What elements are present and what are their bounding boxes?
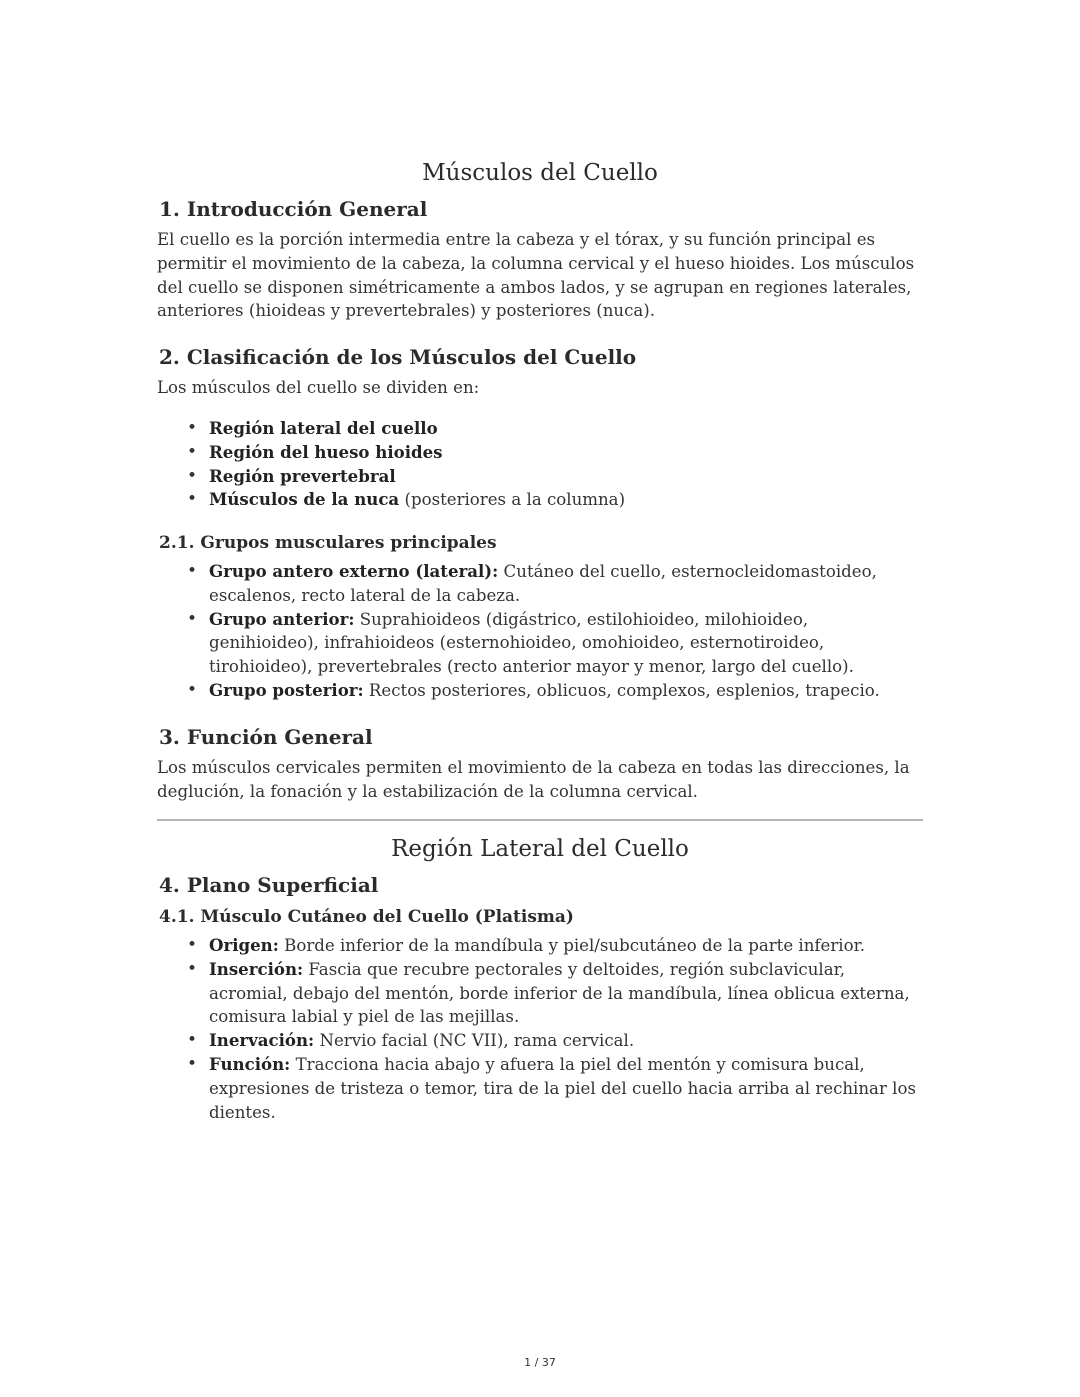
- list-item: [209, 608, 923, 679]
- intro-paragraph: El cuello es la porción intermedia entre la cabeza y el tórax, y su función principal es permitir el movimiento de la cabeza, la columna cervical y el hueso hioides. Los músculos del cuello se disponen simétricamente a ambos lados, y se agrupan en regiones laterales, anteriores (hioideas y prevertebrales) y posteriores (nuca).: [157, 230, 915, 321]
- list-item: [209, 488, 923, 512]
- list-item: [209, 1053, 923, 1124]
- platisma-list: [157, 934, 923, 1124]
- intro-heading: 1. Introducción General: [159, 197, 428, 221]
- groups-heading: 2.1. Grupos musculares principales: [159, 533, 497, 553]
- list-item-text: Tracciona hacia abajo y afuera la piel del mentón y comisura bucal, expresiones de tristeza o temor, tira de la piel del cuello hacia arriba al rechinar los dientes.: [209, 1054, 916, 1122]
- list-item: [209, 441, 923, 465]
- list-item: [209, 465, 923, 489]
- page-indicator: 1 / 37: [524, 1356, 556, 1369]
- list-item: [209, 679, 923, 703]
- list-item-label: Músculos de la nuca: [209, 489, 400, 510]
- list-item-text: Fascia que recubre pectorales y deltoides, región subclavicular, acromial, debajo del mentón, borde inferior de la mandíbula, línea oblicua externa, comisura labial y piel de las mejillas.: [209, 959, 910, 1027]
- classification-intro: Los músculos del cuello se dividen en:: [157, 378, 480, 397]
- list-item: [209, 934, 923, 958]
- list-item-label: Origen:: [209, 935, 279, 955]
- list-item-text: Rectos posteriores, oblicuos, complexos, esplenios, trapecio.: [363, 680, 880, 700]
- list-item-label: Región lateral del cuello: [209, 418, 438, 438]
- list-item-label: Inserción:: [209, 958, 304, 979]
- list-item-label: Grupo posterior:: [209, 679, 364, 700]
- list-item-text: (posteriores a la columna): [399, 490, 626, 510]
- list-item-text: Suprahioideos (digástrico, estilohioideo, milohioideo, genihioideo), infrahioideos (esternohioideo, omohioideo, esternotiroideo, tirohioideo), prevertebrales (recto anterior mayor y menor, largo del cuello).: [209, 609, 854, 677]
- groups-list: [157, 560, 923, 703]
- list-item-text: Borde inferior de la mandíbula y piel/subcutáneo de la parte inferior.: [278, 936, 865, 955]
- region-title: Región Lateral del Cuello: [391, 836, 689, 862]
- list-item-label: Función:: [209, 1053, 291, 1074]
- function-paragraph: Los músculos cervicales permiten el movimiento de la cabeza en todas las direcciones, la deglución, la fonación y la estabilización de la columna cervical.: [157, 758, 910, 801]
- list-item: [209, 1029, 923, 1053]
- list-item: [209, 560, 923, 608]
- list-item-label: Región prevertebral: [209, 465, 396, 486]
- list-item-label: Región del hueso hioides: [209, 441, 443, 462]
- document-title: Músculos del Cuello: [422, 160, 658, 186]
- function-heading: 3. Función General: [159, 725, 373, 749]
- list-item-label: Inervación:: [209, 1030, 315, 1051]
- plano-heading: 4. Plano Superficial: [159, 873, 379, 897]
- list-item-text: Cutáneo del cuello, esternocleidomastoideo, escalenos, recto lateral de la cabeza.: [209, 562, 877, 605]
- list-item: [209, 958, 923, 1029]
- classification-list: [157, 417, 923, 512]
- platisma-heading: 4.1. Músculo Cutáneo del Cuello (Platisma): [159, 907, 574, 927]
- list-item: [209, 417, 923, 441]
- list-item-label: Grupo antero externo (lateral):: [209, 561, 499, 581]
- section-divider: [157, 819, 923, 821]
- list-item-text: Nervio facial (NC VII), rama cervical.: [314, 1031, 635, 1051]
- classification-heading: 2. Clasificación de los Músculos del Cuello: [159, 345, 637, 369]
- list-item-label: Grupo anterior:: [209, 608, 355, 629]
